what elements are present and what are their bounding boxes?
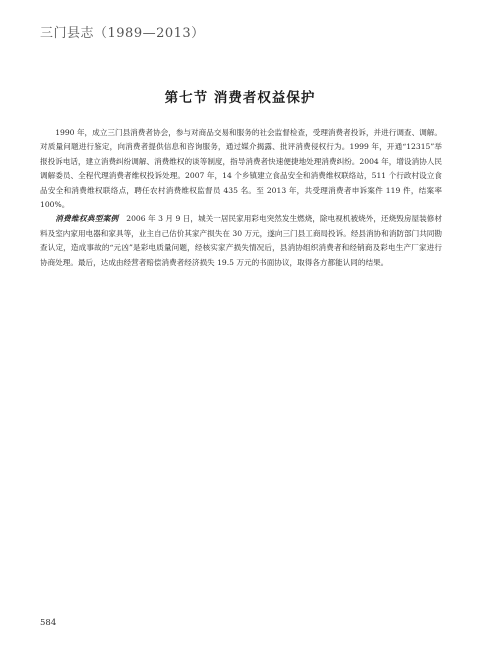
page-number: 584 xyxy=(40,618,57,628)
case-label: 消费维权典型案例 xyxy=(55,214,119,224)
paragraph-intro: 1990 年，成立三门县消费者协会，参与对商品交易和服务的社会监督检查，受理消费者投诉，并进行调查、调解。对质量问题进行鉴定，向消费者提供信息和咨询服务，通过媒介揭露、批评消费侵权行为。1999 年，开通“12315”举报投诉电话，建立消费纠纷调解、消费维权的谈等制度，指导消费者快速便捷地处理消费纠纷。2004 年，增设消协人民调解委员、全程代理消费者维权投诉处理。2007 年，14 个乡镇建立食品安全和消费维权联络站，511 个行政村设立食品安全和消费维权联络点，聘任农村消费维权监督员 435 名。至 2013 年，共受理消费者申诉案件 119 件，结案率 100%。 xyxy=(40,128,442,210)
case-text: 2006 年 3 月 9 日，城关一居民家用彩电突然发生燃烧，除电视机被烧外，还烧毁房屋装修材料及室内家用电器和家具等，业主自己估价其家产损失在 30 万元，遂向三门县工商局投诉。经县消协和消防部门共同勘查认定，造成事故的“元凶”是彩电质量问题，经核实家产损失情况后，县消协组织消费者和经销商及彩电生产厂家进行协商处理。最后，达成由经营者赔偿消费者经济损失 19.5 万元的书面协议，取得各方都能认同的结果。 xyxy=(40,214,443,267)
paragraph-case xyxy=(40,212,442,270)
running-header: 三门县志（1989—2013） xyxy=(40,26,205,41)
section-title: 第七节 消费者权益保护 xyxy=(164,90,316,106)
body-text xyxy=(40,126,442,270)
